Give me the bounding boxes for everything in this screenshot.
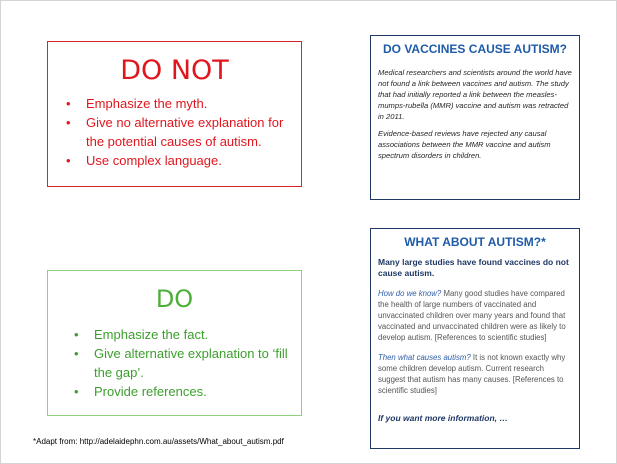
vaccines-paragraph-2: Evidence-based reviews have rejected any causal associations between the MMR vaccine and autism spectrum disorders in children. (378, 129, 551, 160)
answer-what-causes: It is not known exactly why some children develop autism. Current research suggest that autism has many causes. [References to scientific studies] (378, 353, 566, 395)
do-not-item: • Use complex language. (86, 151, 301, 170)
do-item: • Provide references. (94, 382, 301, 401)
do-list (48, 325, 301, 401)
autism-section-causes (378, 352, 573, 396)
do-not-box (47, 41, 302, 187)
do-not-list (48, 94, 301, 170)
answer-how-do-we-know: Many good studies have compared the health of large numbers of vaccinated and unvaccinated children over many years and found that vaccinated and unvaccinated children were as likely to develop autism. [References to scientific studies] (378, 289, 566, 342)
autism-box-title: WHAT ABOUT AUTISM?* (404, 235, 546, 249)
question-what-causes: Then what causes autism? (378, 353, 471, 362)
do-not-item: • Give no alternative explanation for the potential causes of autism. (86, 113, 301, 151)
vaccines-paragraph-1: Medical researchers and scientists around the world have not found a link between vaccines and autism. The study that had initially reported a link between the measles-mumps-rubella (MMR) vaccine and autism was retracted in 2011. (378, 68, 572, 121)
do-box (47, 270, 302, 416)
do-item: • Give alternative explanation to ‘fill the gap’. (94, 344, 301, 382)
autism-section-how (378, 288, 573, 343)
source-footnote: *Adapt from: http://adelaidephn.com.au/assets/What_about_autism.pdf (33, 437, 284, 446)
do-title: DO (155, 285, 194, 313)
vaccines-autism-box (370, 35, 580, 200)
do-not-title: DO NOT (120, 55, 229, 86)
more-information-text: If you want more information, … (378, 413, 508, 423)
do-not-item: • Emphasize the myth. (86, 94, 301, 113)
autism-lead: Many large studies have found vaccines do not cause autism. (378, 257, 569, 278)
question-how-do-we-know: How do we know? (378, 289, 442, 298)
vaccines-box-title: DO VACCINES CAUSE AUTISM? (382, 42, 567, 56)
do-item: • Emphasize the fact. (94, 325, 301, 344)
what-about-autism-box (370, 228, 580, 449)
